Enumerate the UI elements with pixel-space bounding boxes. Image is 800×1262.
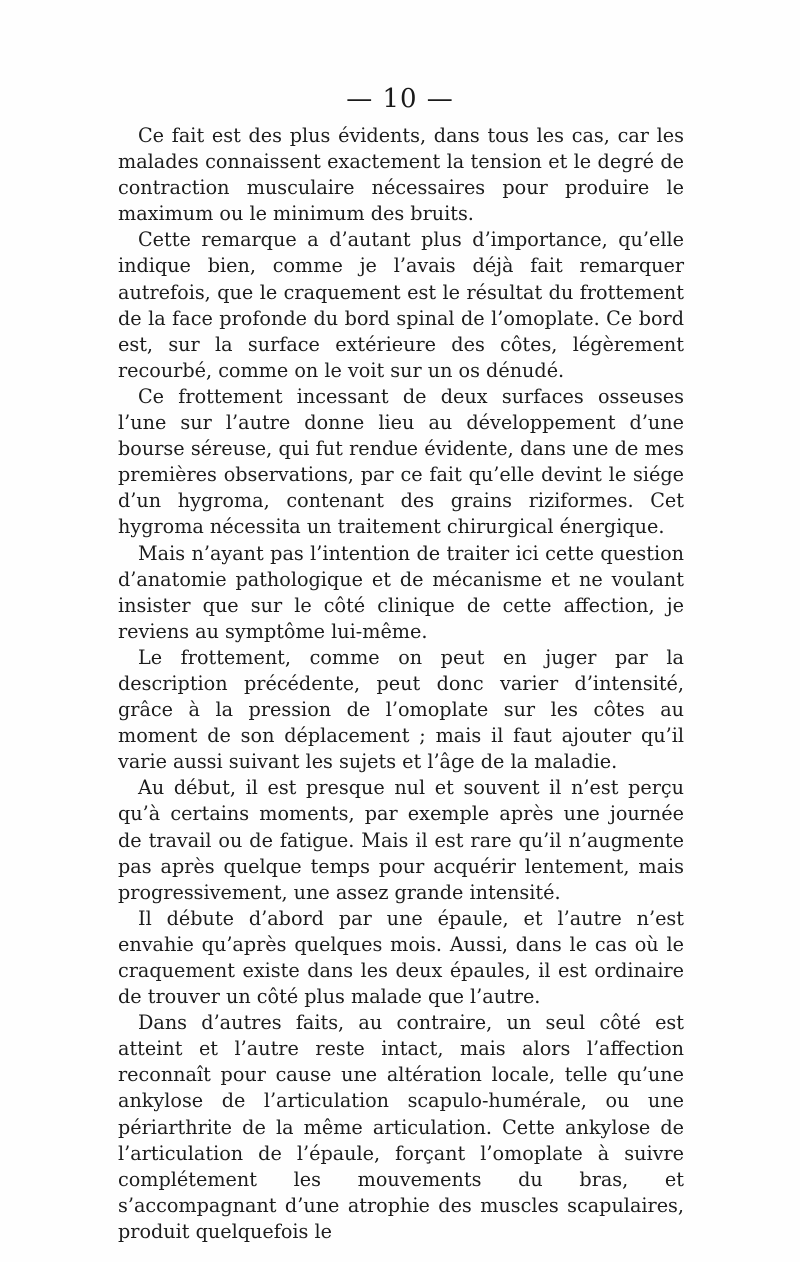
paragraph: Ce frottement incessant de deux surfaces osseuses l’une sur l’autre donne lieu au développement d’une bourse séreuse, qui fut rendue évidente, dans une de mes premières observations, par ce fait qu’elle devint le siége d’un hygroma, contenant des grains riziformes. Cet hygroma nécessita un traitement chirurgical énergique. (118, 384, 684, 539)
paragraph: Dans d’autres faits, au contraire, un seul côté est atteint et l’autre reste intact, mais alors l’affection reconnaît pour cause une altération locale, telle qu’une ankylose de l’articulation scapulo-humérale, ou une périarthrite de la même articulation. Cette ankylose de l’articulation de l’épaule, forçant l’omoplate à suivre complétement les mouvements du bras, et s’accompagnant d’une atrophie des muscles scapulaires, produit quelquefois le (118, 1011, 684, 1243)
paragraph: Mais n’ayant pas l’intention de traiter ici cette question d’anatomie pathologique et de mécanisme et ne voulant insister que sur le côté clinique de cette affection, je reviens au symptôme lui-même. (118, 541, 684, 643)
paragraph: Cette remarque a d’autant plus d’importance, qu’elle indique bien, comme je l’avais déjà fait remarquer autrefois, que le craquement est le résultat du frottement de la face profonde du bord spinal de l’omoplate. Ce bord est, sur la surface extérieure des côtes, légèrement recourbé, comme on le voit sur un os dénudé. (118, 228, 684, 382)
paragraph: Au début, il est presque nul et souvent il n’est perçu qu’à certains moments, par exemple après une journée de travail ou de fatigue. Mais il est rare qu’il n’augmente pas après quelque temps pour acquérir lentement, mais progressivement, une assez grande intensité. (118, 776, 684, 904)
paragraph: Il débute d’abord par une épaule, et l’autre n’est envahie qu’après quelques mois. Aussi, dans le cas où le craquement existe dans les deux épaules, il est ordinaire de trouver un côté plus malade que l’autre. (118, 906, 684, 1009)
paragraph: Ce fait est des plus évidents, dans tous les cas, car les malades connaissent exactement la tension et le degré de contraction musculaire nécessaires pour produire le maximum ou le minimum des bruits. (118, 124, 684, 226)
page-number: — 10 — (346, 84, 454, 114)
body-text (118, 123, 684, 1245)
paragraph: Le frottement, comme on peut en juger par la description précédente, peut donc varier d’intensité, grâce à la pression de l’omoplate sur les côtes au moment de son déplacement ; mais il faut ajouter qu’il varie aussi suivant les sujets et l’âge de la maladie. (118, 645, 684, 774)
